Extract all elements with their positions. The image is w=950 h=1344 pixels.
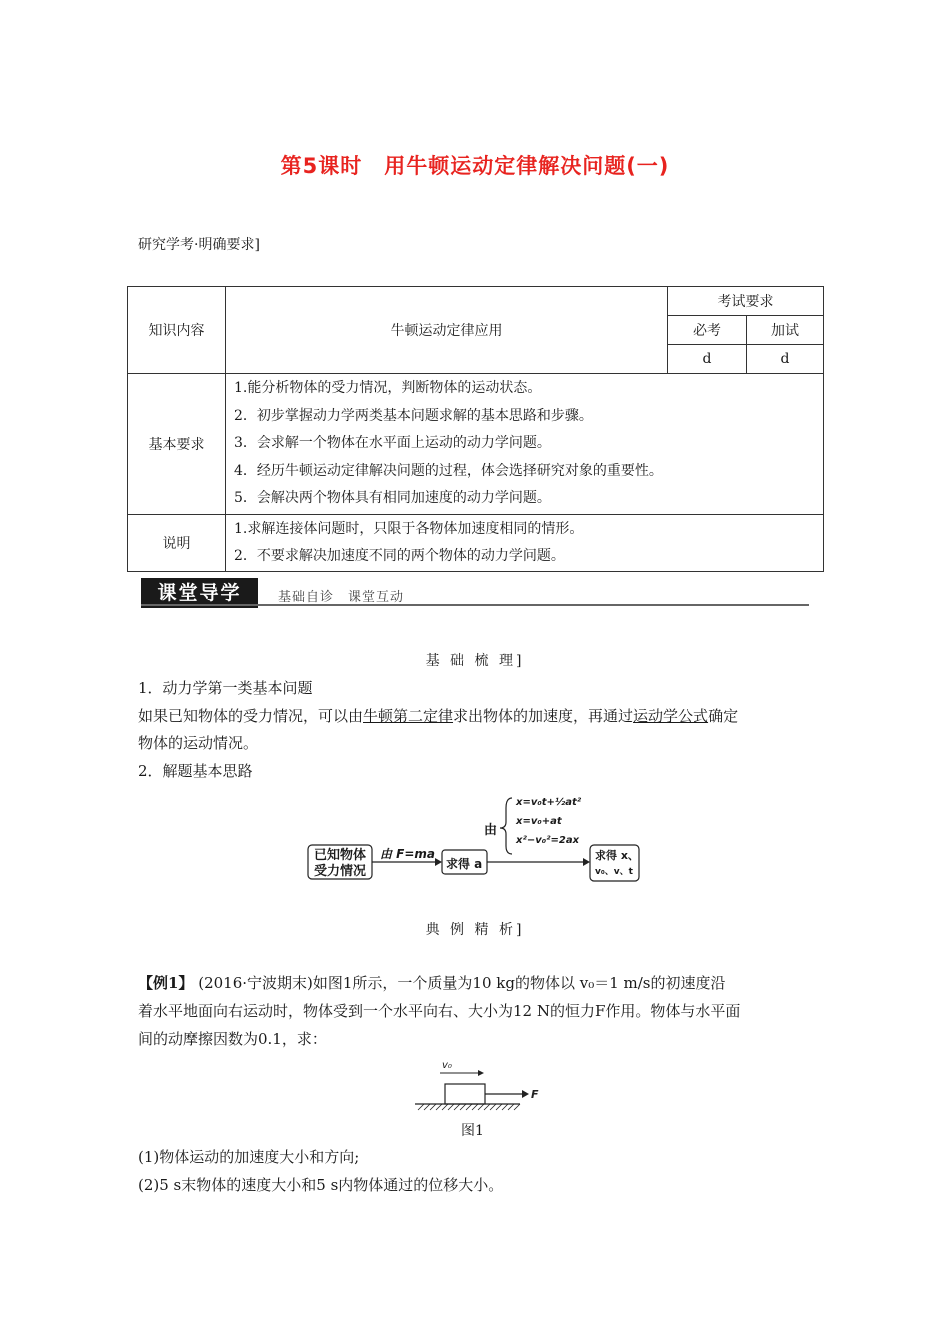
exam-header: 考试要求 xyxy=(668,287,824,316)
item1-text xyxy=(138,702,738,730)
formula-list xyxy=(516,793,581,850)
formula: x=v₀t+½at² xyxy=(516,797,582,808)
example-line-1 xyxy=(138,969,726,997)
force-arrow-head xyxy=(522,1090,529,1098)
extra-header: 加试 xyxy=(747,316,824,345)
basic-item: 5．会解决两个物体具有相同加速度的动力学问题。 xyxy=(234,490,551,507)
page-title: 第5课时 用牛顿运动定律解决问题(一) xyxy=(280,154,670,178)
box2-text: 求得 a xyxy=(446,857,483,871)
box1-line: 受力情况 xyxy=(314,864,367,879)
basic-item: 1.能分析物体的受力情况，判断物体的运动状态。 xyxy=(234,380,542,397)
note-item: 2．不要求解决加速度不同的两个物体的动力学问题。 xyxy=(234,548,565,564)
newton-law-blank: 牛顿第二定律 xyxy=(363,707,454,725)
item1-text2: 物体的运动情况。 xyxy=(138,734,259,752)
question-2: (2)5 s末物体的速度大小和5 s内物体通过的位移大小。 xyxy=(138,1176,504,1194)
formula-brace xyxy=(500,798,512,854)
you-label: 由 xyxy=(484,823,498,838)
note-item: 1.求解连接体问题时，只限于各物体加速度相同的情形。 xyxy=(234,520,584,537)
basic-item: 2．初步掌握动力学两类基本问题求解的基本思路和步骤。 xyxy=(234,407,593,424)
box3-line: 求得 x、 xyxy=(595,849,639,862)
basic-items xyxy=(226,374,824,515)
basic-header: 基本要求 xyxy=(128,374,226,515)
required-header: 必考 xyxy=(668,316,747,345)
box3-text xyxy=(595,848,639,880)
formula: x=v₀+at xyxy=(516,816,562,827)
figure-caption: 图1 xyxy=(461,1123,484,1139)
banner-subtitle: 基础自诊 课堂互动 xyxy=(278,590,405,605)
knowledge-header: 知识内容 xyxy=(128,287,226,374)
topic-cell: 牛顿运动定律应用 xyxy=(226,287,668,374)
section-label: 研究学考·明确要求] xyxy=(138,237,260,253)
banner-title: 课堂导学 xyxy=(141,578,258,608)
basic-item: 4．经历牛顿运动定律解决问题的过程，体会选择研究对象的重要性。 xyxy=(234,462,663,479)
question-1: (1)物体运动的加速度大小和方向; xyxy=(138,1148,360,1166)
arrow1-label: 由 F=ma xyxy=(380,847,436,861)
basic-item: 3．会求解一个物体在水平面上运动的动力学问题。 xyxy=(234,435,551,452)
example-text: (2016·宁波期末)如图1所示，一个质量为10 kg的物体以 v₀＝1 m/s的初速度沿 xyxy=(198,974,726,992)
banner-rule xyxy=(141,604,809,606)
note-items xyxy=(226,515,824,572)
item1-text-part: 如果已知物体的受力情况，可以由 xyxy=(138,707,364,725)
item2-title: 2．解题基本思路 xyxy=(138,762,253,780)
box1-line: 已知物体 xyxy=(314,848,367,863)
item1-text-part: 求出物体的加速度，再通过 xyxy=(453,707,634,725)
required-value: d xyxy=(668,345,747,374)
fig-v0-label: v₀ xyxy=(442,1060,452,1071)
extra-value: d xyxy=(747,345,824,374)
note-header: 说明 xyxy=(128,515,226,572)
velocity-arrow-head xyxy=(478,1070,484,1076)
example-line-2: 着水平地面向右运动时，物体受到一个水平向右、大小为12 N的恒力F作用。物体与水平面 xyxy=(138,1002,741,1020)
block xyxy=(445,1084,485,1104)
figure-1 xyxy=(410,1056,550,1114)
requirements-table xyxy=(127,286,824,572)
arrow-2-head xyxy=(583,858,590,866)
ground-hatching xyxy=(418,1104,520,1110)
example-heading: 典 例 精 析] xyxy=(425,922,525,938)
box1-text xyxy=(314,848,366,880)
basics-heading: 基 础 梳 理] xyxy=(425,653,525,669)
item1-title: 1．动力学第一类基本问题 xyxy=(138,679,313,697)
example-line-3: 间的动摩擦因数为0.1，求： xyxy=(138,1030,327,1048)
example-label: 【例1】 xyxy=(138,974,194,992)
item1-text-part: 确定 xyxy=(708,707,739,725)
box3-line: v₀、v、t xyxy=(595,867,633,877)
formula: x²−v₀²=2ax xyxy=(516,835,580,846)
fig-F-label: F xyxy=(531,1088,539,1101)
arrow-1-head xyxy=(435,858,442,866)
kinematics-blank: 运动学公式 xyxy=(633,707,709,725)
